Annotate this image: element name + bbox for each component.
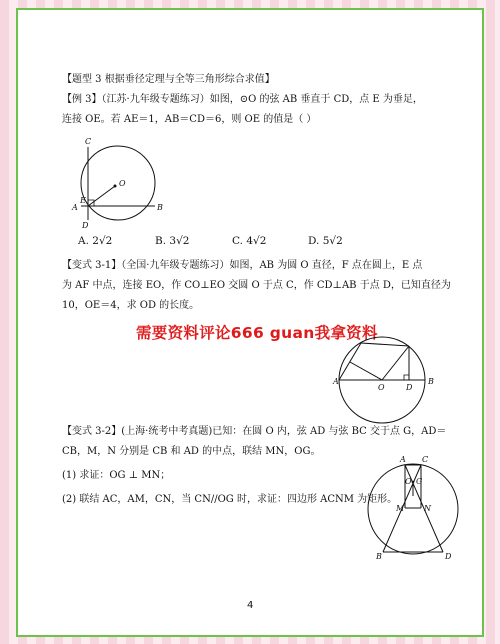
choice-b: B. 3√2: [155, 235, 190, 247]
variant-3-2-line-1: 【变式 3-2】(上海·统考中考真题)已知：在圆 O 内，弦 AD 与弦 BC 交于点 G，AD＝: [62, 426, 447, 437]
label-a: A: [72, 203, 78, 212]
label-a: A: [333, 377, 339, 386]
label-a: A: [400, 455, 406, 464]
label-c: C: [422, 455, 429, 464]
choice-c: C. 4√2: [232, 235, 267, 247]
point-o: [114, 185, 117, 188]
watermark-text: 需要资料评论666 guan我拿资料: [136, 324, 378, 342]
segment-oe: [88, 186, 115, 206]
example-3-figure: [58, 134, 178, 230]
label-e: E: [80, 196, 86, 205]
circle-o: [368, 464, 458, 554]
variant-3-2-line-4: (2) 联结 AC，AM，CN，当 CN//OG 时，求证：四边形 ACNM 为矩形。: [62, 494, 398, 505]
variant-3-2-line-3: (1) 求证：OG ⊥ MN；: [62, 470, 171, 481]
variant-3-1-line-2: 为 AF 中点，连接 EO，作 CO⊥EO 交圆 O 于点 C，作 CD⊥AB 于点 D，已知直径为: [62, 280, 451, 291]
label-b: B: [376, 552, 382, 561]
label-n: N: [424, 504, 431, 513]
right-angle-mark: [404, 375, 409, 380]
variant-3-1-figure: [334, 325, 444, 425]
label-o: O: [405, 477, 412, 486]
segment-eo: [350, 362, 382, 380]
example-3-line-2: 连接 OE。若 AE＝1，AB＝CD＝6，则 OE 的值是（ ）: [62, 114, 317, 125]
segment-af: [339, 343, 361, 380]
label-d: D: [406, 383, 413, 392]
label-b: B: [157, 203, 163, 212]
point-o: [412, 481, 415, 484]
label-c: C: [85, 137, 92, 146]
label-d: D: [445, 552, 452, 561]
page-number: 4: [247, 600, 254, 611]
example-3-line-1: 【例 3】（江苏·九年级专题练习）如图，⊙O 的弦 AB 垂直于 CD，点 E 为垂足，: [62, 94, 423, 105]
worksheet-page: [18, 10, 482, 635]
variant-3-2-line-2: CB，M，N 分别是 CB 和 AD 的中点，联结 MN，OG。: [62, 446, 321, 457]
label-o: O: [378, 383, 385, 392]
variant-3-1-line-1: 【变式 3-1】（全国·九年级专题练习）如图，AB 为圆 O 直径，F 点在圆上，E 点: [62, 260, 423, 271]
label-b: B: [428, 377, 434, 386]
section-title: 【题型 3 根据垂径定理与全等三角形综合求值】: [62, 74, 275, 85]
label-d: D: [82, 221, 89, 230]
label-g: G: [416, 477, 423, 486]
label-m: M: [396, 504, 405, 513]
choice-d: D. 5√2: [308, 235, 343, 247]
label-o: O: [119, 179, 126, 188]
segment-fc: [361, 343, 409, 346]
variant-3-1-line-3: 10，OE＝4，求 OD 的长度。: [62, 300, 200, 311]
circle-o: [81, 146, 155, 220]
choice-a: A. 2√2: [78, 235, 113, 247]
variant-3-2-figure: [368, 452, 468, 562]
